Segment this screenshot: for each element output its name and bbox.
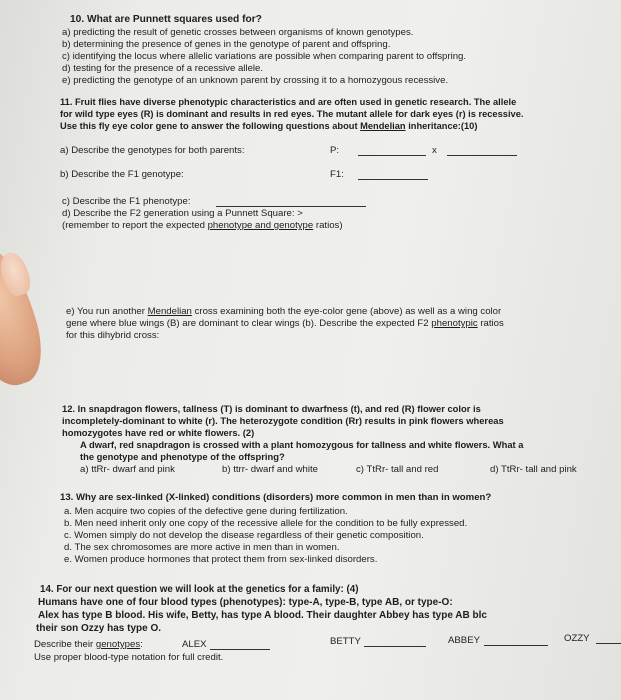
q14-note: Use proper blood-type notation for full credit. <box>34 652 224 663</box>
abbey-genotype-blank[interactable] <box>484 636 548 646</box>
q10-option-d: d) testing for the presence of a recessive allele. <box>62 63 264 74</box>
q11a-cross-x: x <box>432 145 437 156</box>
q13-title: 13. Why are sex-linked (X-linked) conditions (disorders) more common in men than in women? <box>60 492 492 503</box>
q12-option-b[interactable]: b) ttrr- dwarf and white <box>222 464 318 475</box>
q11b-label: b) Describe the F1 genotype: <box>60 169 184 180</box>
q13-option-a[interactable]: a. Men acquire two copies of the defective gene during fertilization. <box>64 506 348 517</box>
mendelian-link: Mendelian <box>360 121 406 131</box>
ozzy-label: OZZY <box>564 633 590 644</box>
q10-option-e: e) predicting the genotype of an unknown parent by crossing it to a homozygous recessive. <box>62 75 449 86</box>
q11e-line-2: gene where blue wings (B) are dominant to clear wings (b). Describe the expected F2 phenotypic ratios <box>66 318 504 329</box>
q10-option-b: b) determining the presence of genes in the genotype of parent and offspring. <box>62 39 391 50</box>
q13-option-b[interactable]: b. Men need inherit only one copy of the recessive allele for the condition to be fully expressed. <box>64 518 468 529</box>
alex-genotype-blank[interactable] <box>210 640 270 650</box>
q11c-phenotype-blank[interactable] <box>216 197 366 207</box>
q10-option-c: c) identifying the locus where allelic variations are possible when comparing parent to offspring. <box>62 51 467 62</box>
q12-line-1: 12. In snapdragon flowers, tallness (T) is dominant to dwarfness (t), and red (R) flower color is <box>62 403 481 414</box>
q11e-line-1: e) You run another Mendelian cross examining both the eye-color gene (above) as well as a wing color <box>66 306 502 317</box>
betty-genotype-blank[interactable] <box>364 637 426 647</box>
q14-title: 14. For our next question we will look at the genetics for a family: (4) <box>40 584 359 595</box>
q11-intro-2: for wild type eyes (R) is dominant and results in red eyes. The mutant allele for dark eyes (r) is recessive. <box>60 109 524 119</box>
q14-line-1: Humans have one of four blood types (phenotypes): type-A, type-B, type AB, or type-O: <box>38 597 453 608</box>
betty-label: BETTY <box>330 636 361 647</box>
q13-option-d[interactable]: d. The sex chromosomes are more active in men than in women. <box>64 542 340 553</box>
alex-label: ALEX <box>182 639 207 650</box>
q13-option-e[interactable]: e. Women produce hormones that protect them from sex-linked disorders. <box>64 554 378 565</box>
q11a-parent1-blank[interactable] <box>358 146 426 156</box>
q11b-f1-blank[interactable] <box>358 170 428 180</box>
q11a-p-label: P: <box>330 145 340 156</box>
q12-option-d[interactable]: d) TtRr- tall and pink <box>490 464 577 475</box>
q11a-label: a) Describe the genotypes for both parents: <box>60 145 245 156</box>
q12-option-a[interactable]: a) ttRr- dwarf and pink <box>80 464 175 475</box>
q14-describe: Describe their genotypes: <box>34 639 143 650</box>
q11d-note: (remember to report the expected phenotype and genotype ratios) <box>62 220 343 231</box>
q11a-parent2-blank[interactable] <box>447 146 517 156</box>
q12-line-4: A dwarf, red snapdragon is crossed with a plant homozygous for tallness and white flowers. What a <box>80 439 524 450</box>
q10-title: 10. What are Punnett squares used for? <box>70 14 262 25</box>
q11c-label: c) Describe the F1 phenotype: <box>62 196 191 207</box>
q11e-line-3: for this dihybrid cross: <box>66 330 160 341</box>
q14-line-3: their son Ozzy has type O. <box>36 623 162 634</box>
q11b-f1-label: F1: <box>330 169 344 180</box>
q14-line-2: Alex has type B blood. His wife, Betty, has type A blood. Their daughter Abbey has type AB blc <box>38 610 487 621</box>
q13-option-c[interactable]: c. Women simply do not develop the disease regardless of their genetic composition. <box>64 530 424 541</box>
abbey-label: ABBEY <box>448 635 480 646</box>
q11d-label: d) Describe the F2 generation using a Punnett Square: > <box>62 208 303 219</box>
q11-intro-1: 11. Fruit flies have diverse phenotypic characteristics and are often used in genetic research. The allele <box>60 97 517 107</box>
q11-intro-3: Use this fly eye color gene to answer the following questions about Mendelian inheritance:(10) <box>60 121 478 131</box>
q12-line-2: incompletely-dominant to white (r). The heterozygote condition (Rr) results in pink flowers whereas <box>62 415 504 426</box>
q12-line-5: the genotype and phenotype of the offspring? <box>80 451 285 462</box>
ozzy-genotype-blank[interactable] <box>596 634 621 644</box>
q10-option-a: a) predicting the result of genetic crosses between organisms of known genotypes. <box>62 27 414 38</box>
q12-line-3: homozygotes have red or white flowers. (2) <box>62 427 255 438</box>
q12-option-c[interactable]: c) TtRr- tall and red <box>356 464 439 475</box>
